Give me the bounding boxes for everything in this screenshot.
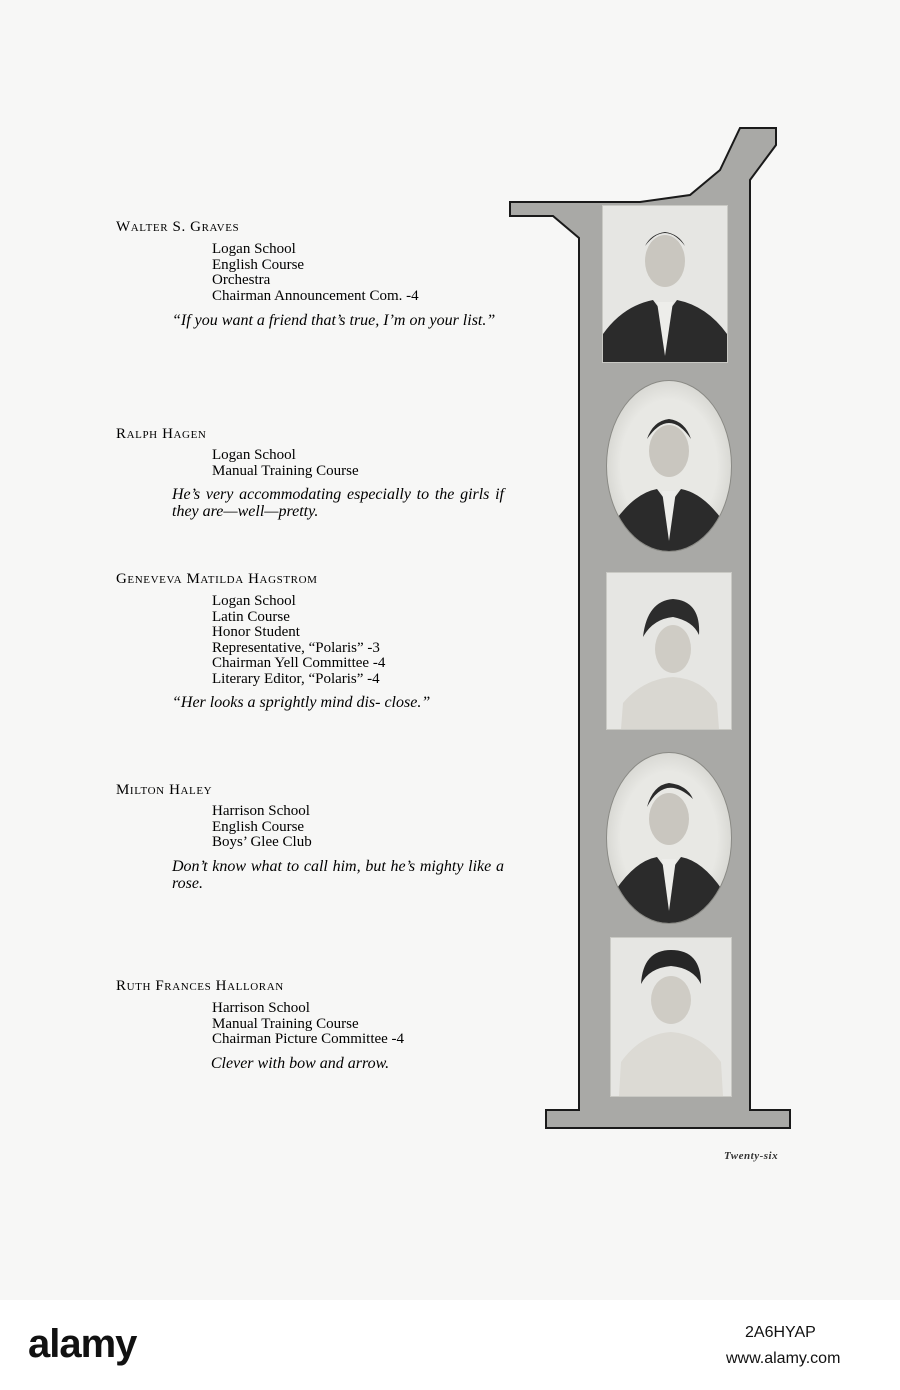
detail-line: Logan School [212, 447, 296, 463]
student-quote: “Her looks a sprightly mind dis- close.” [172, 694, 431, 711]
detail-line: Orchestra [212, 272, 271, 288]
detail-line: Honor Student [212, 624, 300, 640]
detail-line: Representative, “Polaris” -3 [212, 639, 380, 656]
detail-line: English Course [212, 818, 305, 835]
detail-line: Harrison School [212, 803, 310, 819]
student-details [212, 242, 419, 304]
portrait-ralph-hagen [606, 380, 732, 552]
student-name: Geneveva Matilda Hagstrom [116, 571, 318, 587]
student-name: Ralph Hagen [116, 426, 207, 442]
detail-line: Chairman Announcement Com. -4 [212, 287, 419, 304]
watermark-footer [0, 1300, 900, 1390]
portrait-ruth-halloran [610, 937, 732, 1097]
student-quote: He’s very accommodating especially to the girls if they are—well—pretty. [172, 486, 504, 520]
portrait-milton-haley [606, 752, 732, 924]
student-details [212, 1001, 404, 1048]
student-quote: Clever with bow and arrow. [210, 1055, 390, 1072]
detail-line: Boys’ Glee Club [212, 834, 312, 850]
detail-line: Manual Training Course [212, 1015, 359, 1032]
student-name: Walter S. Graves [116, 219, 240, 235]
student-details [212, 594, 385, 687]
detail-line: Chairman Yell Committee -4 [212, 655, 386, 671]
site-url: www.alamy.com [726, 1350, 841, 1367]
detail-line: Logan School [212, 241, 296, 257]
detail-line: Logan School [212, 593, 296, 609]
page-number: Twenty-six [724, 1150, 779, 1162]
detail-line: Harrison School [212, 1000, 310, 1016]
student-quote: “If you want a friend that’s true, I’m on your list.” [172, 312, 496, 329]
stock-id: 2A6HYAP [745, 1324, 816, 1341]
detail-line: Manual Training Course [212, 462, 359, 479]
student-details [212, 448, 359, 479]
portrait-geneveva-hagstrom [606, 572, 732, 730]
portrait-walter-graves [602, 205, 728, 363]
student-quote: Don’t know what to call him, but he’s mighty like a rose. [172, 858, 504, 892]
detail-line: Latin Course [212, 608, 290, 625]
detail-line: Literary Editor, “Polaris” -4 [212, 670, 380, 687]
detail-line: English Course [212, 256, 305, 273]
alamy-logo: alamy [28, 1322, 137, 1366]
detail-line: Chairman Picture Committee -4 [212, 1031, 405, 1047]
student-details [212, 804, 312, 851]
student-name: Milton Haley [116, 782, 213, 798]
student-name: Ruth Frances Halloran [116, 978, 284, 994]
